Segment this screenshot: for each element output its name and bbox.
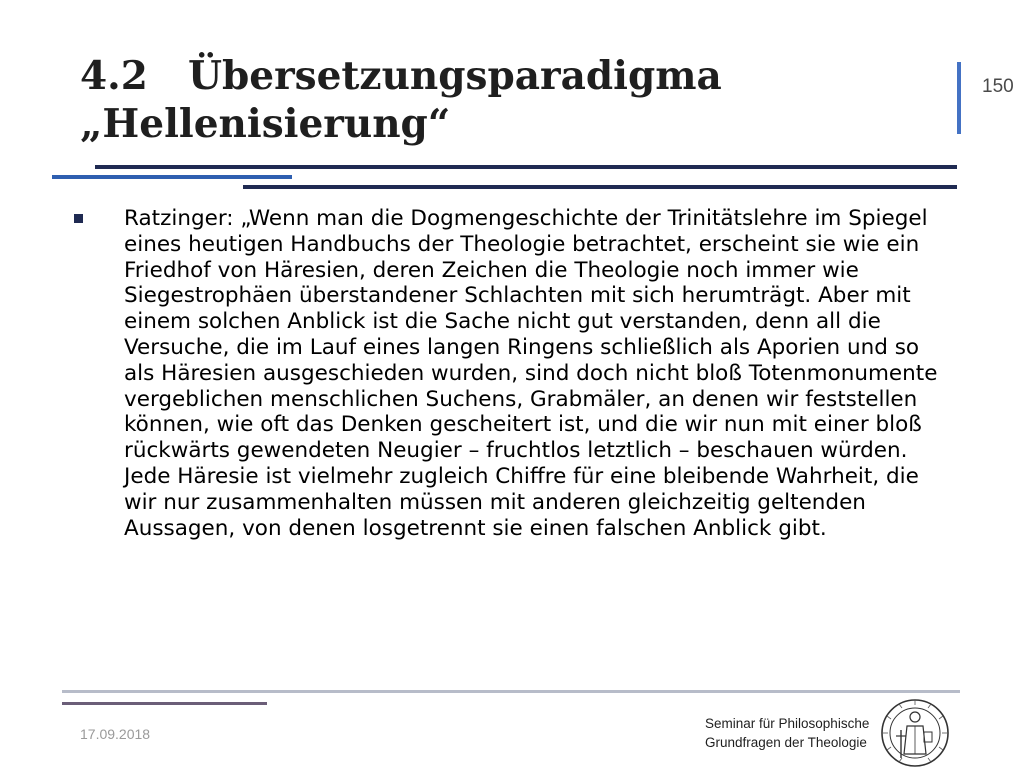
accent-vertical-bar	[957, 62, 961, 134]
title-rule-top	[95, 165, 957, 169]
footer-date: 17.09.2018	[80, 726, 151, 742]
section-number: 4.2	[80, 53, 148, 99]
quote-text: Ratzinger: „Wenn man die Dogmengeschichte der Trinitätslehre im Spiegel eines heutigen Handbuchs der Theologie betrachtet, erscheint sie wie ein Friedhof von Häresien, deren Zeichen die Theologie noch immer wie Siegestrophäen überstandener Schlachten mit sich herumträgt. Aber mit einem solchen Anblick ist die Sache nicht gut verstanden, denn all die Versuche, die im Lauf eines langen Ringens schließlich als Aporien und so als Häresien ausgeschieden wurden, sind doch nicht bloß Totenmonumente vergeblichen menschlichen Suchens, Grabmäler, an denen wir feststellen können, wie oft das Denken gescheitert ist, und die wir nun mit einer bloß rückwärts gewendeten Neugier – fruchtlos letztlich – beschauen würden. Jede Häresie ist vielmehr zugleich Chiffre für eine bleibende Wahrheit, die wir nur zusammenhalten müssen mit anderen gleichzeitig geltenden Aussagen, von denen losgetrennt sie einen falschen Anblick gibt.	[124, 206, 938, 541]
square-bullet-icon	[74, 214, 83, 223]
page-number: 150	[982, 76, 1014, 97]
title-line-2: „Hellenisierung“	[80, 101, 451, 147]
footer-rule	[62, 690, 960, 693]
title-rule-accent	[52, 175, 292, 179]
institution-line-2: Grundfragen der Theologie	[705, 735, 867, 750]
footer-rule-accent	[62, 702, 267, 705]
slide-content	[70, 206, 950, 541]
university-seal-icon	[879, 696, 951, 768]
footer-institution	[705, 714, 869, 752]
title-main: Übersetzungsparadigma	[188, 53, 722, 99]
title-rule-bottom	[243, 185, 957, 189]
institution-line-1: Seminar für Philosophische	[705, 716, 870, 731]
title-line-1	[80, 52, 940, 100]
bullet-item	[70, 206, 950, 541]
slide-title	[80, 52, 940, 148]
